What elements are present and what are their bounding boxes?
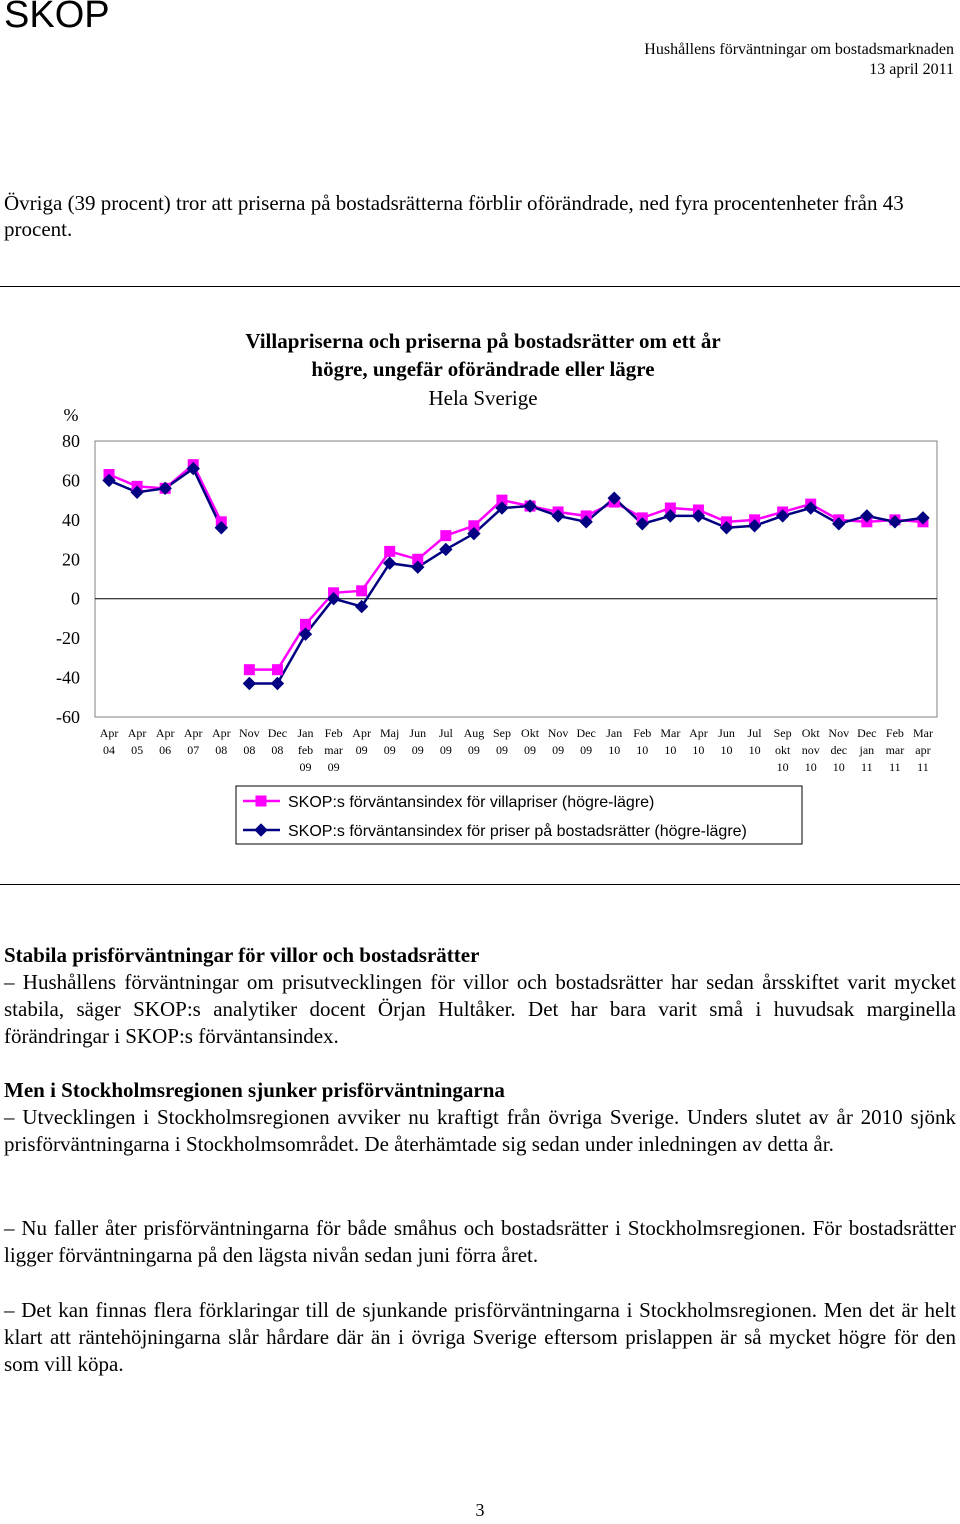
x-tick-label: 09 (467, 743, 480, 757)
x-tick-label: Nov (547, 726, 569, 740)
y-tick-label: -60 (56, 707, 80, 727)
y-tick-label: -20 (56, 628, 80, 649)
x-tick-label: 09 (552, 743, 565, 757)
x-tick-label: Aug (463, 726, 485, 740)
series-1-point (271, 677, 283, 689)
y-tick-label: 40 (62, 509, 80, 530)
x-tick-label: jan (859, 743, 875, 757)
x-tick-label: dec (830, 743, 848, 757)
x-tick-label: 09 (495, 743, 508, 757)
x-tick-label: Jun (409, 726, 427, 740)
x-tick-label: 04 (103, 743, 116, 757)
x-tick-label: 10 (608, 743, 621, 757)
heading-stockholm: Men i Stockholmsregionen sjunker prisförväntningarna (4, 1078, 505, 1102)
section-stockholm (4, 1077, 956, 1158)
x-tick-label: 11 (861, 760, 873, 774)
x-tick-label: 07 (187, 743, 200, 757)
section-stabila (4, 942, 956, 1050)
x-tick-label: 10 (832, 760, 845, 774)
x-tick-label: Apr (99, 726, 119, 740)
x-tick-label: Sep (492, 726, 511, 740)
x-tick-label: feb (297, 743, 314, 757)
chart-title-line2: högre, ungefär oförändrade eller lägre (311, 357, 655, 381)
header-subtitle: Hushållens förväntningar om bostadsmarknaden (644, 41, 954, 58)
x-tick-label: 10 (748, 743, 761, 757)
x-tick-label: Mar (660, 726, 681, 740)
x-tick-label: 10 (636, 743, 649, 757)
x-tick-label: mar (324, 743, 343, 757)
legend-marker-0 (256, 796, 266, 806)
x-tick-label: Feb (885, 726, 904, 740)
x-tick-label: 10 (720, 743, 733, 757)
x-tick-label: Nov (828, 726, 850, 740)
series-0-point (272, 665, 282, 675)
legend-label-0: SKOP:s förväntansindex för villapriser (högre-lägre) (288, 794, 655, 811)
chart-subtitle: Hela Sverige (428, 386, 538, 410)
x-tick-label: Okt (521, 726, 540, 740)
x-tick-label: 05 (131, 743, 144, 757)
x-tick-label: 10 (692, 743, 705, 757)
x-tick-label: 08 (215, 743, 228, 757)
x-tick-label: apr (915, 743, 931, 757)
x-tick-label: Jul (747, 726, 762, 740)
chart-title-line1: Villapriserna och priserna på bostadsrätter om ett år (245, 329, 721, 353)
section-stockholm-3 (4, 1297, 956, 1378)
x-tick-label: 09 (383, 743, 396, 757)
x-tick-label: Dec (857, 726, 877, 740)
x-tick-label: nov (801, 743, 820, 757)
skop-logo: SKOP (4, 0, 110, 36)
page-number: 3 (475, 1500, 485, 1520)
y-tick-label: 80 (62, 431, 80, 451)
y-tick-label: 20 (62, 549, 80, 570)
heading-stabila: Stabila prisförväntningar för villor och bostadsrätter (4, 943, 480, 967)
x-tick-label: 09 (411, 743, 424, 757)
x-tick-label: Sep (773, 726, 792, 740)
paragraph-stabila: – Hushållens förväntningar om prisutvecklingen för villor och bostadsrätter har sedan årsskiftet varit mycket stabila, säger SKOP:s analytiker docent Örjan Hultåker. Det har bara varit små i huvudsak marginella förändringar i SKOP:s förväntansindex. (4, 970, 956, 1048)
x-tick-label: 09 (299, 760, 312, 774)
x-tick-label: Nov (239, 726, 260, 740)
x-tick-label: 09 (439, 743, 452, 757)
y-tick-label: -40 (56, 667, 80, 688)
x-tick-label: 10 (776, 760, 789, 774)
paragraph-stockholm-3: – Det kan finnas flera förklaringar till de sjunkande prisförväntningarna i Stockholmsregionen. Men det är helt klart att räntehöjningarna slår hårdare där än i övriga Sverige eftersom prislappen är så mycket högre för den som vill köpa. (4, 1298, 956, 1376)
x-tick-label: Maj (380, 726, 400, 740)
x-tick-label: Feb (633, 726, 652, 740)
section-stockholm-2 (4, 1215, 956, 1269)
x-tick-label: 08 (271, 743, 284, 757)
series-0-point (441, 531, 451, 541)
plot-area (95, 441, 937, 717)
series-1-line-segment-0 (109, 469, 221, 528)
x-tick-label: Jan (297, 726, 314, 740)
x-tick-label: Dec (576, 726, 596, 740)
series-0-point (385, 546, 395, 556)
x-tick-label: 09 (580, 743, 593, 757)
x-tick-label: Feb (324, 726, 343, 740)
x-tick-label: Dec (267, 726, 288, 740)
y-axis-label: % (63, 405, 79, 425)
x-tick-label: 11 (889, 760, 901, 774)
x-tick-label: Apr (352, 726, 371, 740)
x-tick-label: Apr (127, 726, 147, 740)
x-tick-label: 11 (917, 760, 929, 774)
header-date: 13 april 2011 (869, 61, 954, 78)
x-tick-label: Apr (183, 726, 203, 740)
x-tick-label: Jun (718, 726, 735, 740)
y-tick-label: 60 (62, 470, 80, 491)
x-tick-label: 09 (524, 743, 537, 757)
series-1-point (440, 543, 452, 555)
x-tick-label: Apr (689, 726, 708, 740)
intro-paragraph: Övriga (39 procent) tror att priserna på bostadsrätterna förblir oförändrade, ned fyra procentenheter från 43 procent. (4, 191, 904, 241)
x-tick-label: 09 (355, 743, 368, 757)
chart-bottom-rule (0, 884, 960, 885)
y-tick-label: 0 (71, 588, 80, 609)
x-tick-label: 08 (243, 743, 256, 757)
series-0-point (357, 586, 367, 596)
x-tick-label: 06 (159, 743, 172, 757)
x-tick-label: Apr (211, 726, 231, 740)
paragraph-stockholm-2: – Nu faller åter prisförväntningarna för både småhus och bostadsrätter i Stockholmsregionen. För bostadsrätter ligger förväntningarna på den lägsta nivån sedan juni förra året. (4, 1216, 956, 1267)
x-tick-label: 10 (664, 743, 677, 757)
series-0-point (244, 665, 254, 675)
x-tick-label: Jul (438, 726, 453, 740)
paragraph-stockholm-1: – Utvecklingen i Stockholmsregionen avviker nu kraftigt från övriga Sverige. Unders slutet av år 2010 sjönk prisförväntningarna i Stockholmsområdet. De återhämtade sig sedan under inledningen av detta år. (4, 1105, 956, 1156)
x-tick-label: 09 (327, 760, 340, 774)
x-tick-label: mar (885, 743, 905, 757)
x-tick-label: Jan (606, 726, 623, 740)
x-tick-label: Okt (801, 726, 820, 740)
series-1-point (243, 677, 255, 689)
x-tick-label: 10 (804, 760, 817, 774)
legend-label-1: SKOP:s förväntansindex för priser på bostadsrätter (högre-lägre) (288, 823, 747, 840)
x-tick-label: okt (774, 743, 791, 757)
x-tick-label: Mar (912, 726, 933, 740)
x-tick-label: Apr (155, 726, 175, 740)
